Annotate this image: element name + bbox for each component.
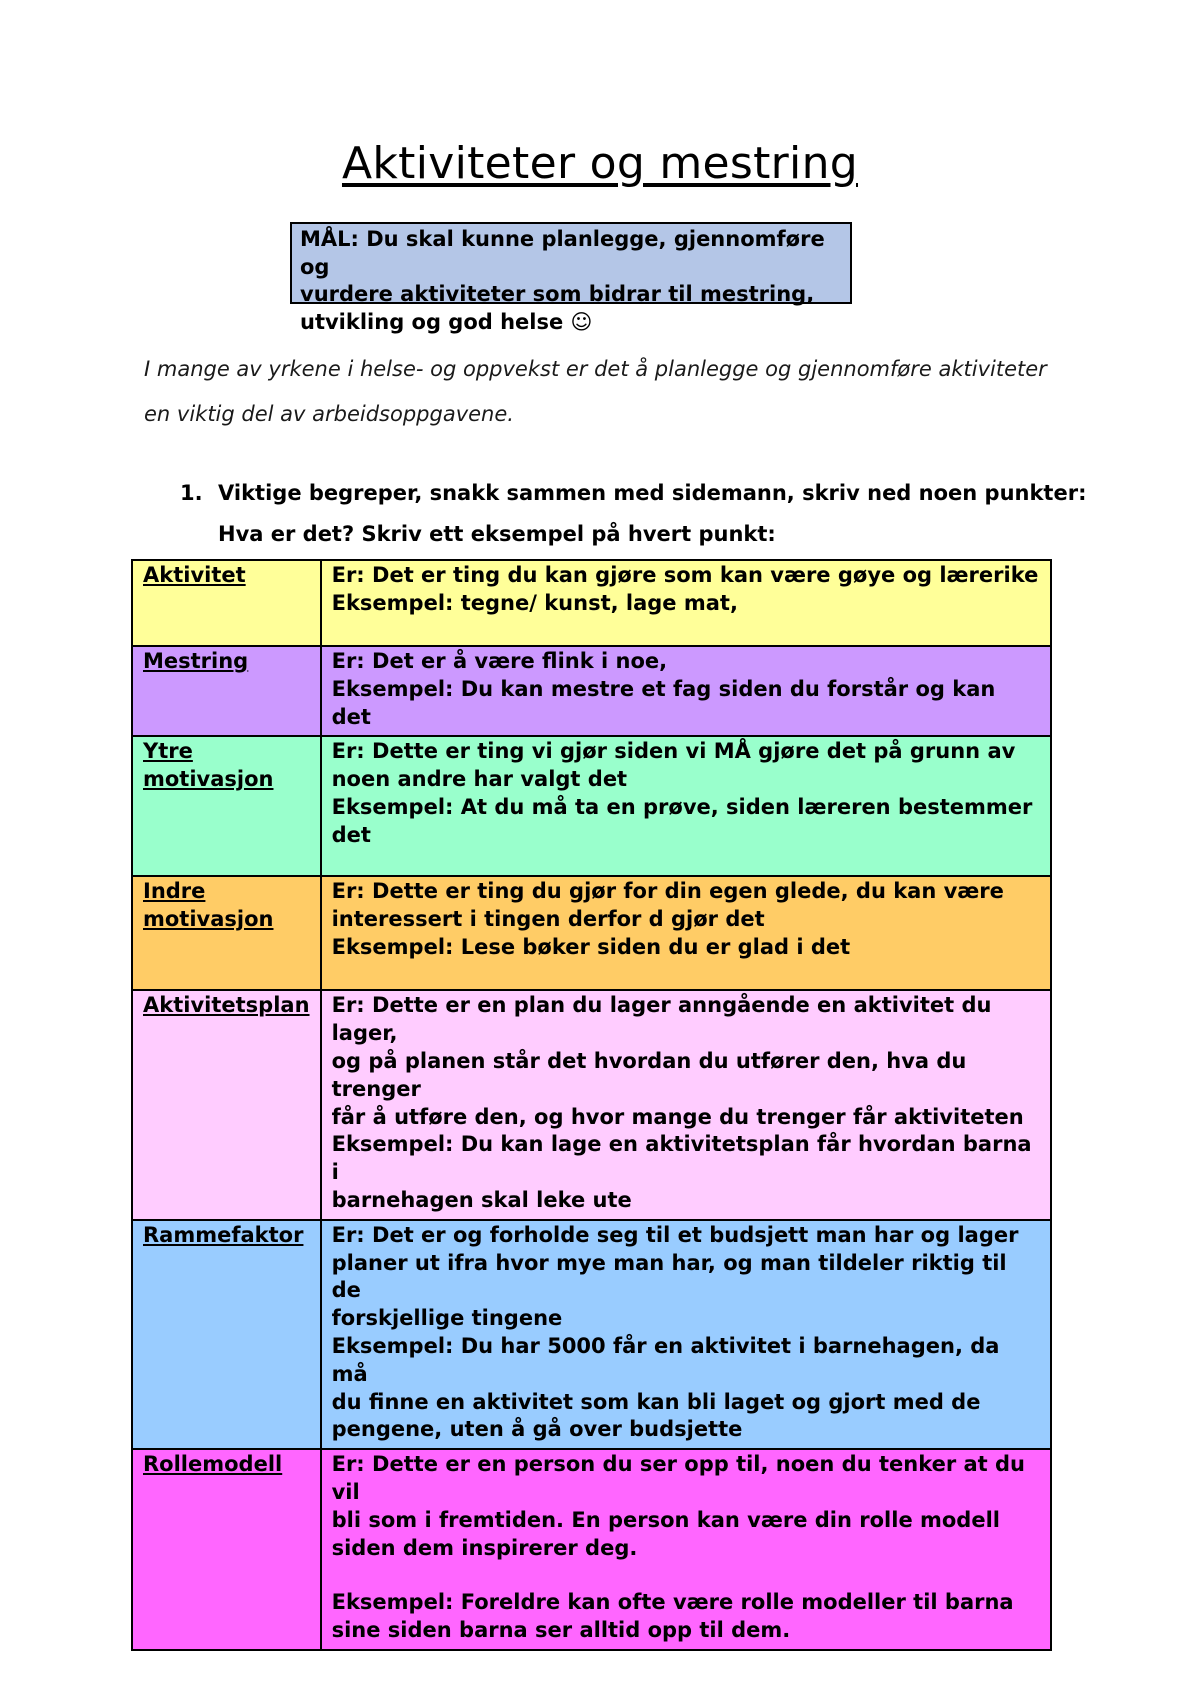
description-cell xyxy=(321,876,1051,990)
table-row xyxy=(132,1449,1051,1650)
description-cell xyxy=(321,990,1051,1219)
description-line: interessert i tingen derfor d gjør det xyxy=(331,907,765,932)
description-line: Er: Dette er en plan du lager anngående en aktivitet du lager, xyxy=(331,993,992,1046)
goal-line: vurdere aktiviteter som bidrar til mestring, xyxy=(300,282,815,306)
description-line: Eksempel: Du har 5000 får en aktivitet i barnehagen, da må xyxy=(331,1333,1000,1386)
term-label: Rollemodell xyxy=(143,1452,283,1477)
term-label: Aktivitetsplan xyxy=(143,993,310,1018)
question-line: Viktige begreper, snakk sammen med sidemann, skriv ned noen punkter: xyxy=(218,481,1087,505)
term-cell xyxy=(132,560,321,646)
table-row xyxy=(132,736,1051,876)
description-line: forskjellige tingene xyxy=(331,1306,563,1331)
description-line: Er: Det er ting du kan gjøre som kan være gøye og lærerike xyxy=(331,563,1039,587)
description-cell xyxy=(321,646,1051,736)
description-line: pengene, uten å gå over budsjette xyxy=(331,1417,743,1442)
table-row xyxy=(132,990,1051,1219)
term-cell xyxy=(132,736,321,876)
table-row xyxy=(132,646,1051,736)
table-row xyxy=(132,560,1051,646)
table-row xyxy=(132,1220,1051,1449)
description-cell xyxy=(321,1220,1051,1449)
description-line: det xyxy=(331,822,371,847)
description-cell xyxy=(321,560,1051,646)
page-title: Aktiviteter og mestring xyxy=(341,138,858,189)
description-line: bli som i fremtiden. En person kan være din rolle modell xyxy=(331,1507,1000,1532)
table-row xyxy=(132,876,1051,990)
goal-line: utvikling og god helse ☺ xyxy=(300,309,593,334)
description-cell xyxy=(321,1449,1051,1650)
term-label: motivasjon xyxy=(143,907,274,932)
description-line: barnehagen skal leke ute xyxy=(331,1187,632,1212)
description-line: Er: Dette er ting du gjør for din egen glede, du kan være xyxy=(331,879,1004,904)
term-label: Indre xyxy=(143,879,206,904)
question-item xyxy=(180,473,1110,555)
description-line: Eksempel: tegne/ kunst, lage mat, xyxy=(331,590,738,615)
terms-table xyxy=(131,559,1052,1651)
term-cell xyxy=(132,1220,321,1449)
description-line: og på planen står det hvordan du utfører den, hva du trenger xyxy=(331,1048,967,1101)
description-line: du finne en aktivitet som kan bli laget og gjort med de xyxy=(331,1389,981,1414)
question-number: 1. xyxy=(180,481,203,505)
description-line: Eksempel: Du kan lage en aktivitetsplan får hvordan barna i xyxy=(331,1132,1032,1185)
description-line: Eksempel: Du kan mestre et fag siden du forstår og kan det xyxy=(331,676,996,729)
description-line: Eksempel: Foreldre kan ofte være rolle modeller til barna xyxy=(331,1590,1014,1615)
intro-line: en viktig del av arbeidsoppgavene. xyxy=(144,402,514,426)
description-line: Eksempel: At du må ta en prøve, siden læreren bestemmer xyxy=(331,794,1033,819)
term-label: motivasjon xyxy=(143,767,274,792)
term-label: Mestring xyxy=(143,649,249,673)
description-line: Er: Dette er en person du ser opp til, noen du tenker at du vil xyxy=(331,1452,1026,1504)
term-label: Aktivitet xyxy=(143,563,246,587)
term-label: Rammefaktor xyxy=(143,1222,304,1247)
description-cell xyxy=(321,736,1051,876)
description-line: Eksempel: Lese bøker siden du er glad i det xyxy=(331,934,851,959)
question-line: Hva er det? Skriv ett eksempel på hvert punkt: xyxy=(218,522,776,546)
intro-paragraph xyxy=(144,347,1084,437)
description-line: Er: Det er og forholde seg til et budsjett man har og lager xyxy=(331,1222,1019,1247)
description-line: noen andre har valgt det xyxy=(331,767,628,792)
description-line: Er: Det er å være flink i noe, xyxy=(331,649,668,673)
goal-line: MÅL: Du skal kunne planlegge, gjennomføre og xyxy=(300,227,825,279)
description-line: siden dem inspirerer deg. xyxy=(331,1535,638,1560)
term-cell xyxy=(132,990,321,1219)
description-line: Er: Dette er ting vi gjør siden vi MÅ gjøre det på grunn av xyxy=(331,739,1016,764)
description-line xyxy=(332,1562,1040,1589)
term-cell xyxy=(132,876,321,990)
intro-line: I mange av yrkene i helse- og oppvekst er det å planlegge og gjennomføre aktiviteter xyxy=(144,357,1047,381)
term-cell xyxy=(132,646,321,736)
description-line: får å utføre den, og hvor mange du trenger får aktiviteten xyxy=(331,1104,1024,1129)
term-label: Ytre xyxy=(143,739,193,764)
description-line: sine siden barna ser alltid opp til dem. xyxy=(331,1618,791,1643)
goal-box xyxy=(290,222,852,334)
term-cell xyxy=(132,1449,321,1650)
description-line: planer ut ifra hvor mye man har, og man tildeler riktig til de xyxy=(331,1250,1007,1303)
